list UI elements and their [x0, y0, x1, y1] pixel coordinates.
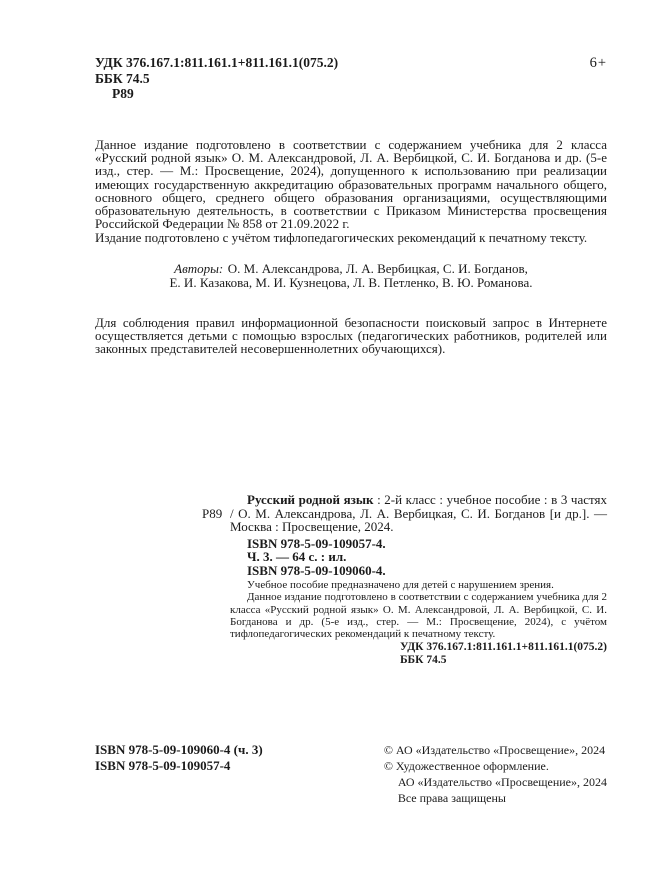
authors-label: Авторы: [174, 261, 224, 276]
catalog-entry [230, 493, 607, 534]
catalog-isbn-part: ISBN 978-5-09-109060-4. [247, 562, 386, 578]
catalog-isbn-series: ISBN 978-5-09-109057-4. [247, 535, 386, 551]
edition-conformity-paragraph: Данное издание подготовлено в соответствии с содержанием учебника для 2 класса «Русский родной язык» О. М. Александровой, Л. А. Вербицкой, С. И. Богданова и др. (5-е изд., стер. — М.: Просвещение, 2024), допущенного к использованию при реализации имеющих государственную аккредитацию образовательных программ начального общего, основного общего, среднего общего образования организациями, осуществляющими образовательную деятельность, в соответствии с Приказом Министерства просвещения Российской Федерации № 858 от 21.09.2022 г. [95, 137, 607, 232]
age-rating-badge: 6+ [589, 55, 607, 71]
catalog-annotation [230, 579, 607, 640]
footer-isbn-part: ISBN 978-5-09-109060-4 (ч. 3) [95, 742, 263, 757]
internet-safety-paragraph: Для соблюдения правил информационной безопасности поисковый запрос в Интернете осуществляется детьми с помощью взрослых (педагогических работников, родителей или законных представителей несовершеннолетних обучающихся). [95, 315, 607, 357]
catalog-udk-block [230, 641, 607, 666]
authors-block [95, 262, 607, 290]
udk-number: УДК 376.167.1:811.161.1+811.161.1(075.2) [95, 55, 339, 70]
classification-block [95, 55, 607, 101]
catalog-part-line: Ч. 3. — 64 с. : ил. [247, 549, 347, 564]
bbk-number: ББК 74.5 [95, 71, 150, 86]
authors-line-1 [95, 262, 607, 276]
footer-isbn-series: ISBN 978-5-09-109057-4 [95, 758, 231, 773]
copyright-publisher: © АО «Издательство «Просвещение», 2024 [383, 743, 606, 757]
footer-isbn-block [95, 742, 263, 774]
copyright-design: © Художественное оформление. [383, 759, 549, 773]
catalog-card [202, 492, 607, 667]
authors-line-2: Е. И. Казакова, М. И. Кузнецова, Л. В. Петленко, В. Ю. Романова. [169, 274, 533, 290]
catalog-isbn-lines [230, 537, 607, 578]
catalog-title: Русский родной язык [247, 492, 374, 507]
udk-row [95, 55, 607, 71]
typhlo-recommendations-note: Издание подготовлено с учётом тифлопедагогических рекомендаций к печатному тексту. [95, 230, 588, 245]
authors-names-1: О. М. Александрова, Л. А. Вербицкая, С. И. Богданов, [227, 261, 528, 276]
rights-reserved: Все права защищены [397, 791, 506, 805]
author-sign: Р89 [112, 86, 134, 101]
annotation-vision-note: Учебное пособие предназначено для детей с нарушением зрения. [247, 579, 554, 591]
annotation-edition-note: Данное издание подготовлено в соответствии с содержанием учебника для 2 класса «Русский родной язык» О. М. Александровой, Л. А. Вербицкой, С. И. Богданова и др. (5-е изд., стер. — М.: Просвещение, 2024), с учётом тифлопедагогических рекомендаций к печатному тексту. [230, 591, 607, 641]
copyright-block [384, 742, 607, 806]
catalog-bbk-number: ББК 74.5 [399, 654, 447, 667]
footer-block [95, 742, 607, 806]
catalog-title-rest: : 2-й класс : учебное пособие : в 3 частях / О. М. Александрова, Л. А. Вербицкая, С. И. Богданов [и др.]. — Москва : Просвещение, 2024. [230, 492, 607, 534]
copyright-design-publisher: АО «Издательство «Просвещение», 2024 [397, 775, 607, 789]
catalog-udk-number: УДК 376.167.1:811.161.1+811.161.1(075.2) [399, 641, 607, 654]
catalog-author-sign: Р89 [202, 505, 223, 521]
